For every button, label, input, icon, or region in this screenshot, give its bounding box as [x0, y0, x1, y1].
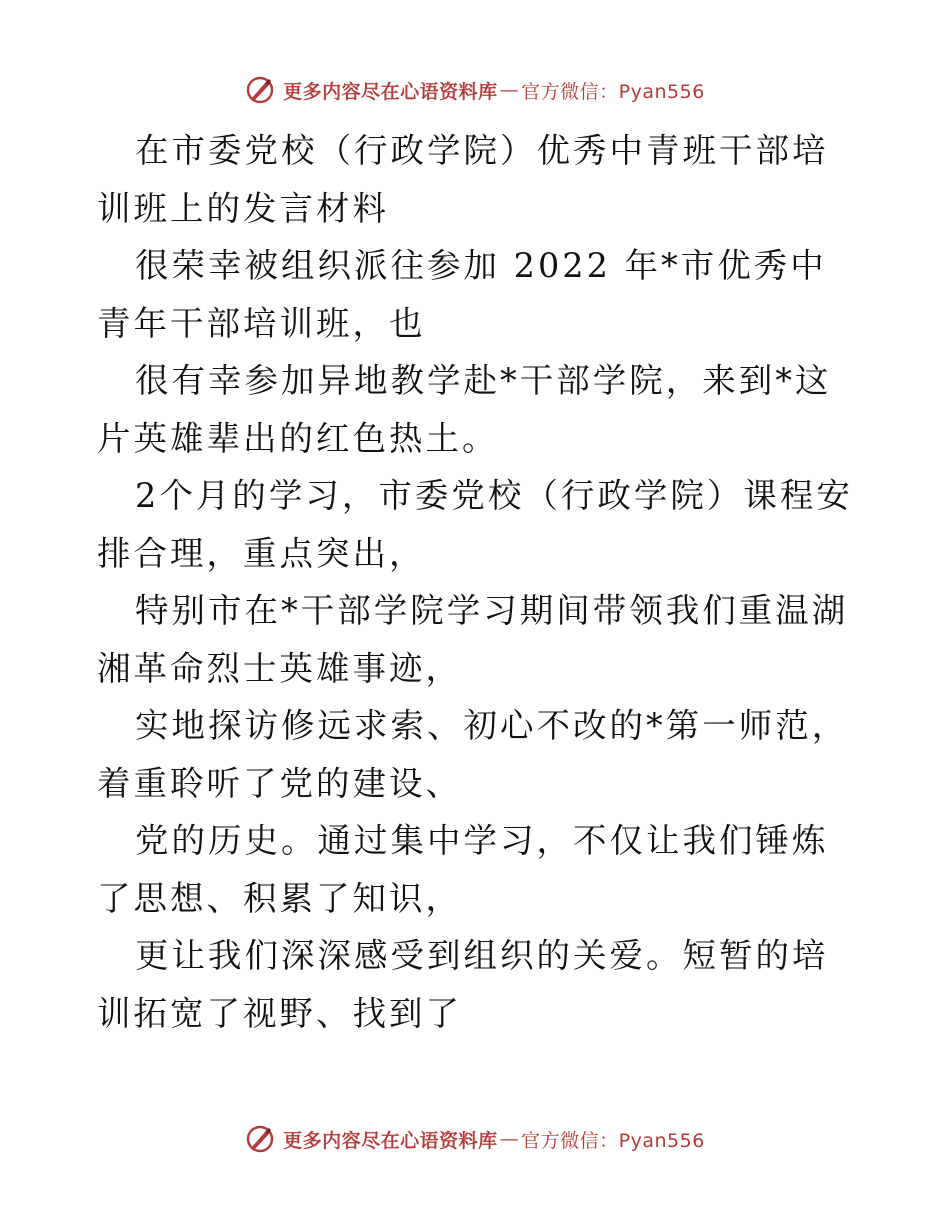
paragraph: 更让我们深深感受到组织的关爱。短暂的培训拓宽了视野、找到了 — [97, 936, 829, 1033]
banner-wechat: 官方微信：Pyan556 — [521, 1129, 705, 1152]
brush-logo-icon — [245, 1124, 275, 1154]
paragraph: 很有幸参加异地教学赴*干部学院，来到*这片英雄辈出的红色热土。 — [97, 361, 832, 458]
banner-wechat: 官方微信：Pyan556 — [521, 80, 705, 103]
brush-logo-icon — [245, 75, 275, 105]
paragraph: 很荣幸被组织派往参加 2022 年*市优秀中青年干部培训班，也 — [97, 246, 827, 343]
paragraph: 党的历史。通过集中学习，不仅让我们锤炼了思想、积累了知识， — [97, 821, 829, 918]
banner-dash: — — [499, 79, 520, 101]
banner-dash: — — [499, 1128, 520, 1150]
footer-banner — [0, 1119, 950, 1159]
paragraph: 特别市在*干部学院学习期间带领我们重温湖湘革命烈士英雄事迹， — [97, 591, 849, 688]
paragraph: 2个月的学习，市委党校（行政学院）课程安排合理，重点突出， — [97, 476, 853, 573]
banner-slogan: 更多内容尽在心语资料库 — [283, 1129, 498, 1152]
header-banner — [0, 70, 950, 110]
document-body — [97, 122, 857, 1042]
paragraph: 实地探访修远求索、初心不改的*第一师范，着重聆听了党的建设、 — [97, 706, 849, 803]
paragraph: 在市委党校（行政学院）优秀中青班干部培训班上的发言材料 — [97, 131, 829, 228]
banner-slogan: 更多内容尽在心语资料库 — [283, 80, 498, 103]
